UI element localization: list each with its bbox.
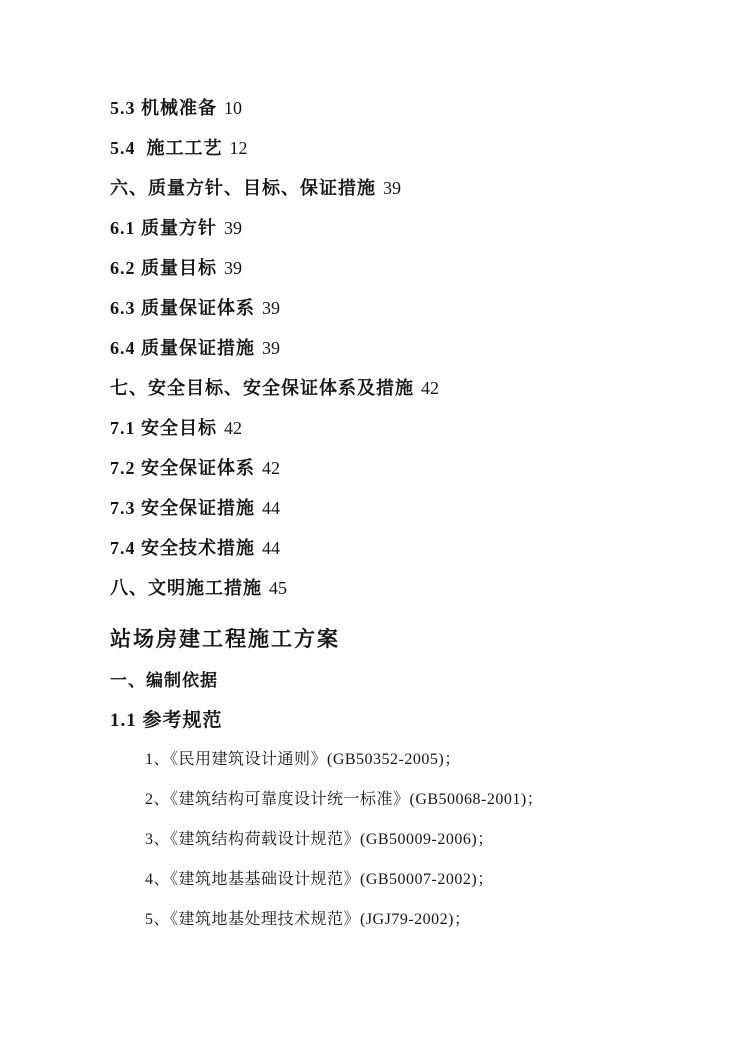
toc-entry-label: 6.2 质量目标	[110, 258, 217, 278]
toc-entry-label: 七、安全目标、安全保证体系及措施	[110, 378, 414, 398]
reference-item: 5、《建筑地基处理技术规范》(JGJ79-2002)；	[145, 911, 471, 928]
toc-entry	[110, 257, 690, 279]
subsection-heading-reference-standards: 1.1 参考规范	[110, 710, 223, 731]
toc-entry	[110, 457, 690, 479]
toc-entry-label: 5.3 机械准备	[110, 98, 217, 118]
toc-entry-page: 39	[224, 258, 242, 278]
toc-entry-page: 44	[262, 498, 280, 518]
toc-entry	[110, 377, 690, 399]
toc-entry	[110, 97, 690, 119]
toc-entry	[110, 297, 690, 319]
section-heading-basis: 一、编制依据	[110, 671, 218, 690]
toc-entry-label: 6.4 质量保证措施	[110, 338, 255, 358]
toc-entry-page: 45	[269, 578, 287, 598]
toc-entry	[110, 417, 690, 439]
reference-item: 1、《民用建筑设计通则》(GB50352-2005)；	[145, 751, 461, 768]
reference-item: 3、《建筑结构荷载设计规范》(GB50009-2006)；	[145, 831, 494, 848]
toc-entry	[110, 337, 690, 359]
toc-entry-page: 39	[383, 178, 401, 198]
toc-entry-page: 42	[224, 418, 242, 438]
reference-standards-list	[110, 750, 690, 930]
toc-entry-label: 7.2 安全保证体系	[110, 458, 255, 478]
toc-entry	[110, 577, 690, 599]
toc-entry	[110, 217, 690, 239]
toc-entry-label: 6.3 质量保证体系	[110, 298, 255, 318]
toc-entry-page: 44	[262, 538, 280, 558]
toc-entry-page: 42	[262, 458, 280, 478]
toc-entry-page: 42	[421, 378, 439, 398]
toc-entry-label: 7.3 安全保证措施	[110, 498, 255, 518]
toc-entry-label: 5.4 施工工艺	[110, 138, 223, 158]
toc-entry-page: 10	[224, 98, 242, 118]
toc-entry	[110, 497, 690, 519]
toc-entry	[110, 537, 690, 559]
toc-entry-label: 六、质量方针、目标、保证措施	[110, 178, 376, 198]
table-of-contents	[110, 97, 690, 599]
toc-entry-page: 39	[262, 338, 280, 358]
toc-entry-page: 39	[262, 298, 280, 318]
toc-entry-label: 7.4 安全技术措施	[110, 538, 255, 558]
reference-item: 4、《建筑地基基础设计规范》(GB50007-2002)；	[145, 871, 494, 888]
toc-entry	[110, 137, 690, 159]
toc-entry-label: 7.1 安全目标	[110, 418, 217, 438]
toc-entry-page: 12	[229, 138, 248, 158]
reference-item: 2、《建筑结构可靠度设计统一标准》(GB50068-2001)；	[145, 791, 544, 808]
toc-entry-label: 6.1 质量方针	[110, 218, 217, 238]
toc-entry-label: 八、文明施工措施	[110, 578, 262, 598]
toc-entry	[110, 177, 690, 199]
document-title: 站场房建工程施工方案	[110, 627, 340, 651]
toc-entry-page: 39	[224, 218, 242, 238]
page-content	[110, 97, 690, 950]
